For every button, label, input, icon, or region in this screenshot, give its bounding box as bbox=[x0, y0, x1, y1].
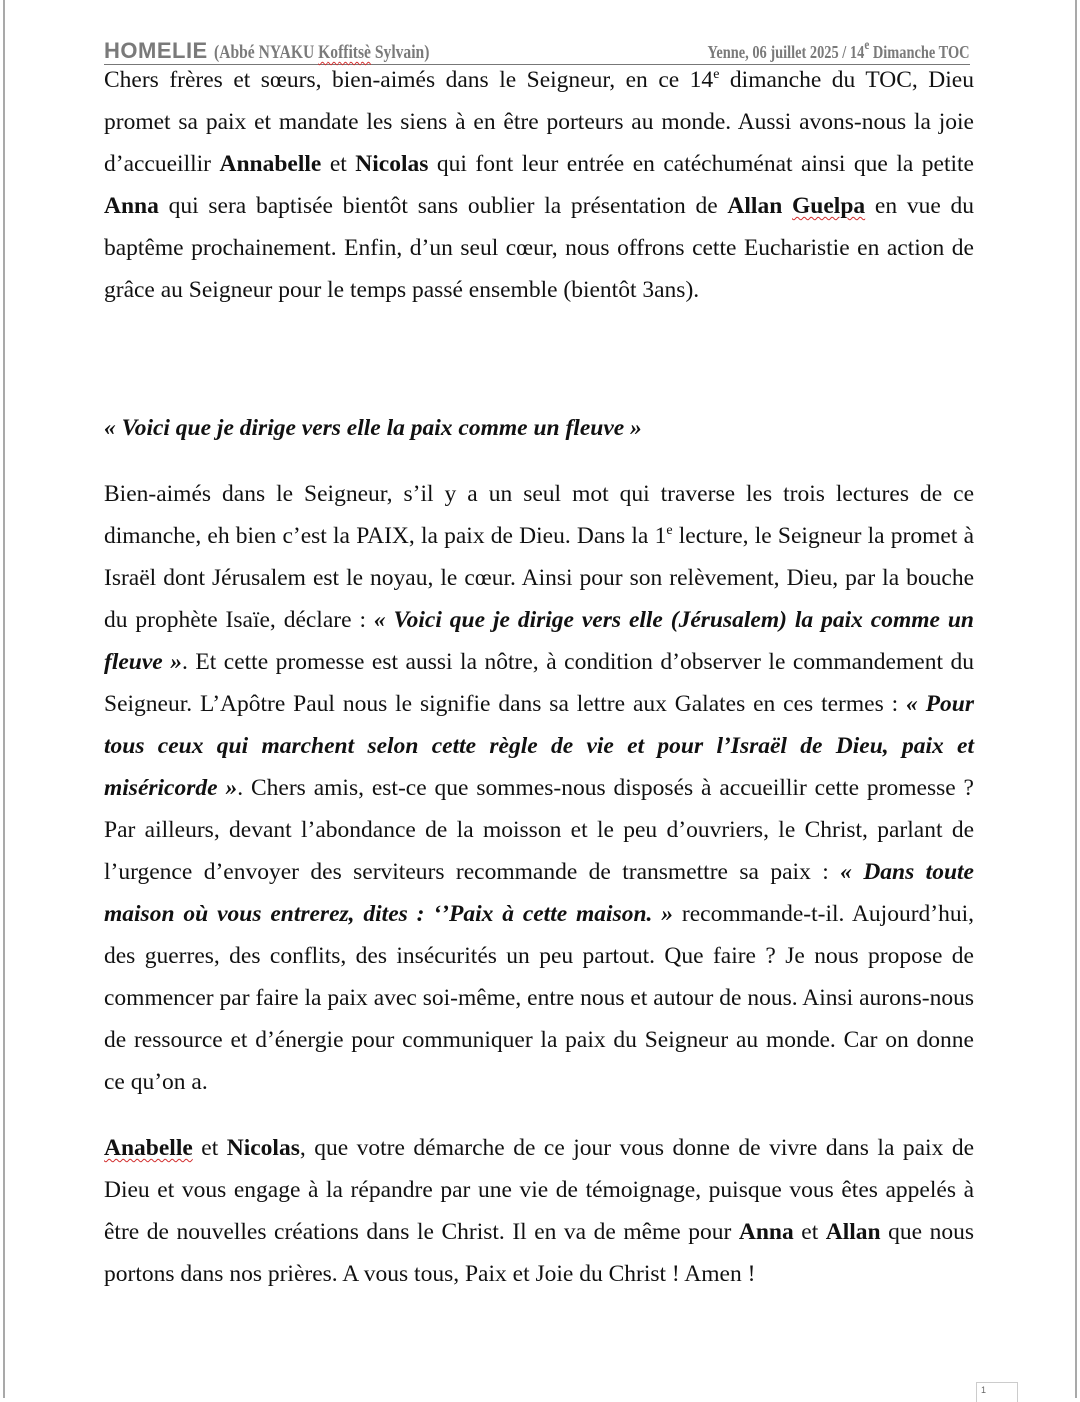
intro-paragraph: Chers frères et sœurs, bien-aimés dans le Seigneur, en ce 14e dimanche du TOC, Dieu promet sa paix et mandate les siens à en être porteurs au monde. Aussi avons-nous la joie d’accueillir Annabelle et Nicolas qui font leur entrée en catéchuménat ainsi que la petite Anna qui sera baptisée bientôt sans oublier la présentation de Allan Guelpa en vue du baptême prochainement. Enfin, d’un seul cœur, nous offrons cette Eucharistie en action de grâce au Seigneur pour le temps passé ensemble (bientôt 3ans). bbox=[104, 67, 974, 303]
page-edge-right bbox=[1075, 0, 1077, 1398]
spellcheck-word[interactable]: Guelpa bbox=[792, 193, 866, 219]
name-anabelle[interactable]: Anabelle bbox=[104, 1135, 193, 1161]
name-anna: Anna bbox=[738, 1219, 794, 1245]
name-nicolas: Nicolas bbox=[355, 151, 429, 177]
name-allan: Allan Guelpa bbox=[727, 193, 866, 219]
name-annabelle: Annabelle bbox=[219, 151, 322, 177]
name-allan: Allan bbox=[825, 1219, 881, 1245]
name-nicolas: Nicolas bbox=[226, 1135, 300, 1161]
document-page bbox=[104, 36, 974, 1295]
page-edge-left bbox=[3, 0, 5, 1398]
spellcheck-word[interactable]: Koffitsè bbox=[317, 42, 371, 63]
body-paragraph: Bien-aimés dans le Seigneur, s’il y a un seul mot qui traverse les trois lectures de ce dimanche, eh bien c’est la PAIX, la paix de Dieu. Dans la 1e lecture, le Seigneur la promet à Israël dont Jérusalem est le noyau, le cœur. Ainsi pour son relèvement, Dieu, par la bouche du prophète Isaïe, déclare : « Voici que je dirige vers elle (Jérusalem) la paix comme un fleuve ». Et cette promesse est aussi la nôtre, à condition d’observer le commandement du Seigneur. L’Apôtre Paul nous le signifie dans sa lettre aux Galates en ces termes : « Pour tous ceux qui marchent selon cette règle de vie et pour l’Israël de Dieu, paix et miséricorde ». Chers amis, est-ce que sommes-nous disposés à accueillir cette promesse ? Par ailleurs, devant l’abondance de la moisson et le peu d’ouvriers, le Christ, parlant de l’urgence d’envoyer des serviteurs recommande de transmettre sa paix : « Dans toute maison où vous entrerez, dites : ‘’Paix à cette maison. » recommande-t-il. Aujourd’hui, des guerres, des conflits, des insécurités un peu partout. Que faire ? Je nous propose de commencer par faire la paix avec soi-même, entre nous et autour de nous. Ainsi aurons-nous de ressource et d’énergie pour communiquer la paix du Seigneur au monde. Car on donne ce qu’on a. bbox=[104, 481, 975, 1095]
header-left bbox=[104, 38, 476, 64]
quote-isaiah: « Voici que je dirige vers elle (Jérusalem) la paix comme un fleuve » bbox=[104, 607, 974, 675]
header-title: HOMELIE bbox=[104, 38, 208, 63]
quote-heading: « Voici que je dirige vers elle la paix comme un fleuve » bbox=[104, 415, 642, 441]
header-date: Yenne, 06 juillet 2025 / 14e Dimanche TOC bbox=[707, 38, 970, 62]
page-header bbox=[104, 36, 970, 65]
quote-gospel: « Dans toute maison où vous entrerez, dites : ‘’Paix à cette maison. » bbox=[104, 859, 974, 927]
name-anna: Anna bbox=[104, 193, 159, 219]
page-number: 1 bbox=[976, 1382, 1018, 1402]
final-paragraph: Anabelle et Nicolas, que votre démarche de ce jour vous donne de vivre dans la paix de Dieu et vous engage à la répandre par une vie de témoignage, puisque vous êtes appelés à être de nouvelles créations dans le Christ. Il en va de même pour Anna et Allan que nous portons dans nos prières. A vous tous, Paix et Joie du Christ ! Amen ! bbox=[104, 1135, 974, 1287]
header-author: (Abbé NYAKU Koffitsè Sylvain) bbox=[213, 42, 430, 63]
quote-galatians: « Pour tous ceux qui marchent selon cette règle de vie et pour l’Israël de Dieu, paix et miséricorde » bbox=[104, 691, 974, 801]
